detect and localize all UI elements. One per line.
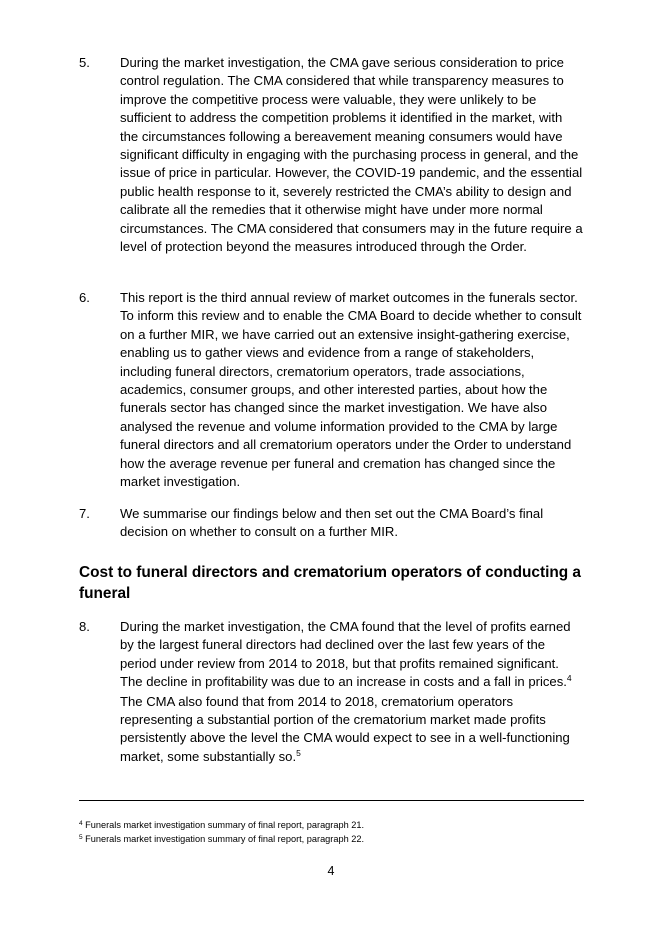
footnote-divider (79, 800, 584, 801)
footnote-text: Funerals market investigation summary of final report, paragraph 22. (82, 834, 364, 844)
paragraph-number: 6. (79, 290, 90, 305)
paragraph-5 (79, 54, 584, 256)
footnote-mark: 5 (79, 834, 83, 841)
footnote-text: Funerals market investigation summary of final report, paragraph 21. (82, 820, 364, 830)
paragraph-number: 7. (79, 506, 90, 521)
paragraph-text-part-a: During the market investigation, the CMA found that the level of profits earned by the largest funeral directors had declined over the last few years of the period under review from 2014 to 2018, but that profits remained significant. The decline in profitability was due to an increase in costs and a fall in prices. (120, 619, 571, 690)
footnote-5 (79, 833, 364, 847)
footnote-4 (79, 819, 364, 833)
paragraph-7 (79, 505, 584, 542)
paragraph-text: During the market investigation, the CMA gave serious consideration to price control regulation. The CMA considered that while transparency measures to improve the competitive process were valuable, they were unlikely to be sufficient to address the competition problems it identified in the market, with the circumstances following a bereavement meaning consumers would have significant difficulty in engaging with the purchasing process in general, and the issue of price in particular. However, the COVID-19 pandemic, and the essential public health response to it, severely restricted the CMA’s ability to design and calibrate all the remedies that it otherwise might have under more normal circumstances. The CMA considered that consumers may in the future require a level of protection beyond the measures introduced through the Order. (120, 55, 583, 255)
footnote-ref-5[interactable]: 5 (296, 747, 301, 758)
paragraph-number: 5. (79, 55, 90, 70)
paragraph-text: We summarise our findings below and then set out the CMA Board’s final decision on whether to consult on a further MIR. (120, 506, 544, 540)
paragraph-8 (79, 618, 584, 767)
paragraph-text: This report is the third annual review of market outcomes in the funerals sector. To inform this review and to enable the CMA Board to decide whether to consult on a further MIR, we have carried out an extensive insight-gathering exercise, enabling us to gather views and evidence from a range of stakeholders, including funeral directors, crematorium operators, trade associations, academics, consumer groups, and other interested parties, about how the funerals sector has changed since the market investigation. We have also analysed the revenue and volume information provided to the CMA by large funeral directors and all crematorium operators under the Order to understand how the average revenue per funeral and cremation has changed since the market investigation. (120, 290, 582, 490)
footnote-ref-4[interactable]: 4 (566, 673, 572, 684)
paragraph-text (120, 618, 584, 767)
page-number: 4 (327, 864, 335, 878)
section-heading: Cost to funeral directors and crematorium operators of conducting a funeral (79, 564, 581, 602)
footnote-mark: 4 (79, 820, 83, 827)
paragraph-6 (79, 289, 584, 491)
paragraph-text-part-b: The CMA also found that from 2014 to 2018, crematorium operators representing a substantial portion of the crematorium market made profits persistently above the level the CMA would expect to see in a well-functioning market, some substantially so. (120, 693, 570, 764)
paragraph-number: 8. (79, 619, 90, 634)
